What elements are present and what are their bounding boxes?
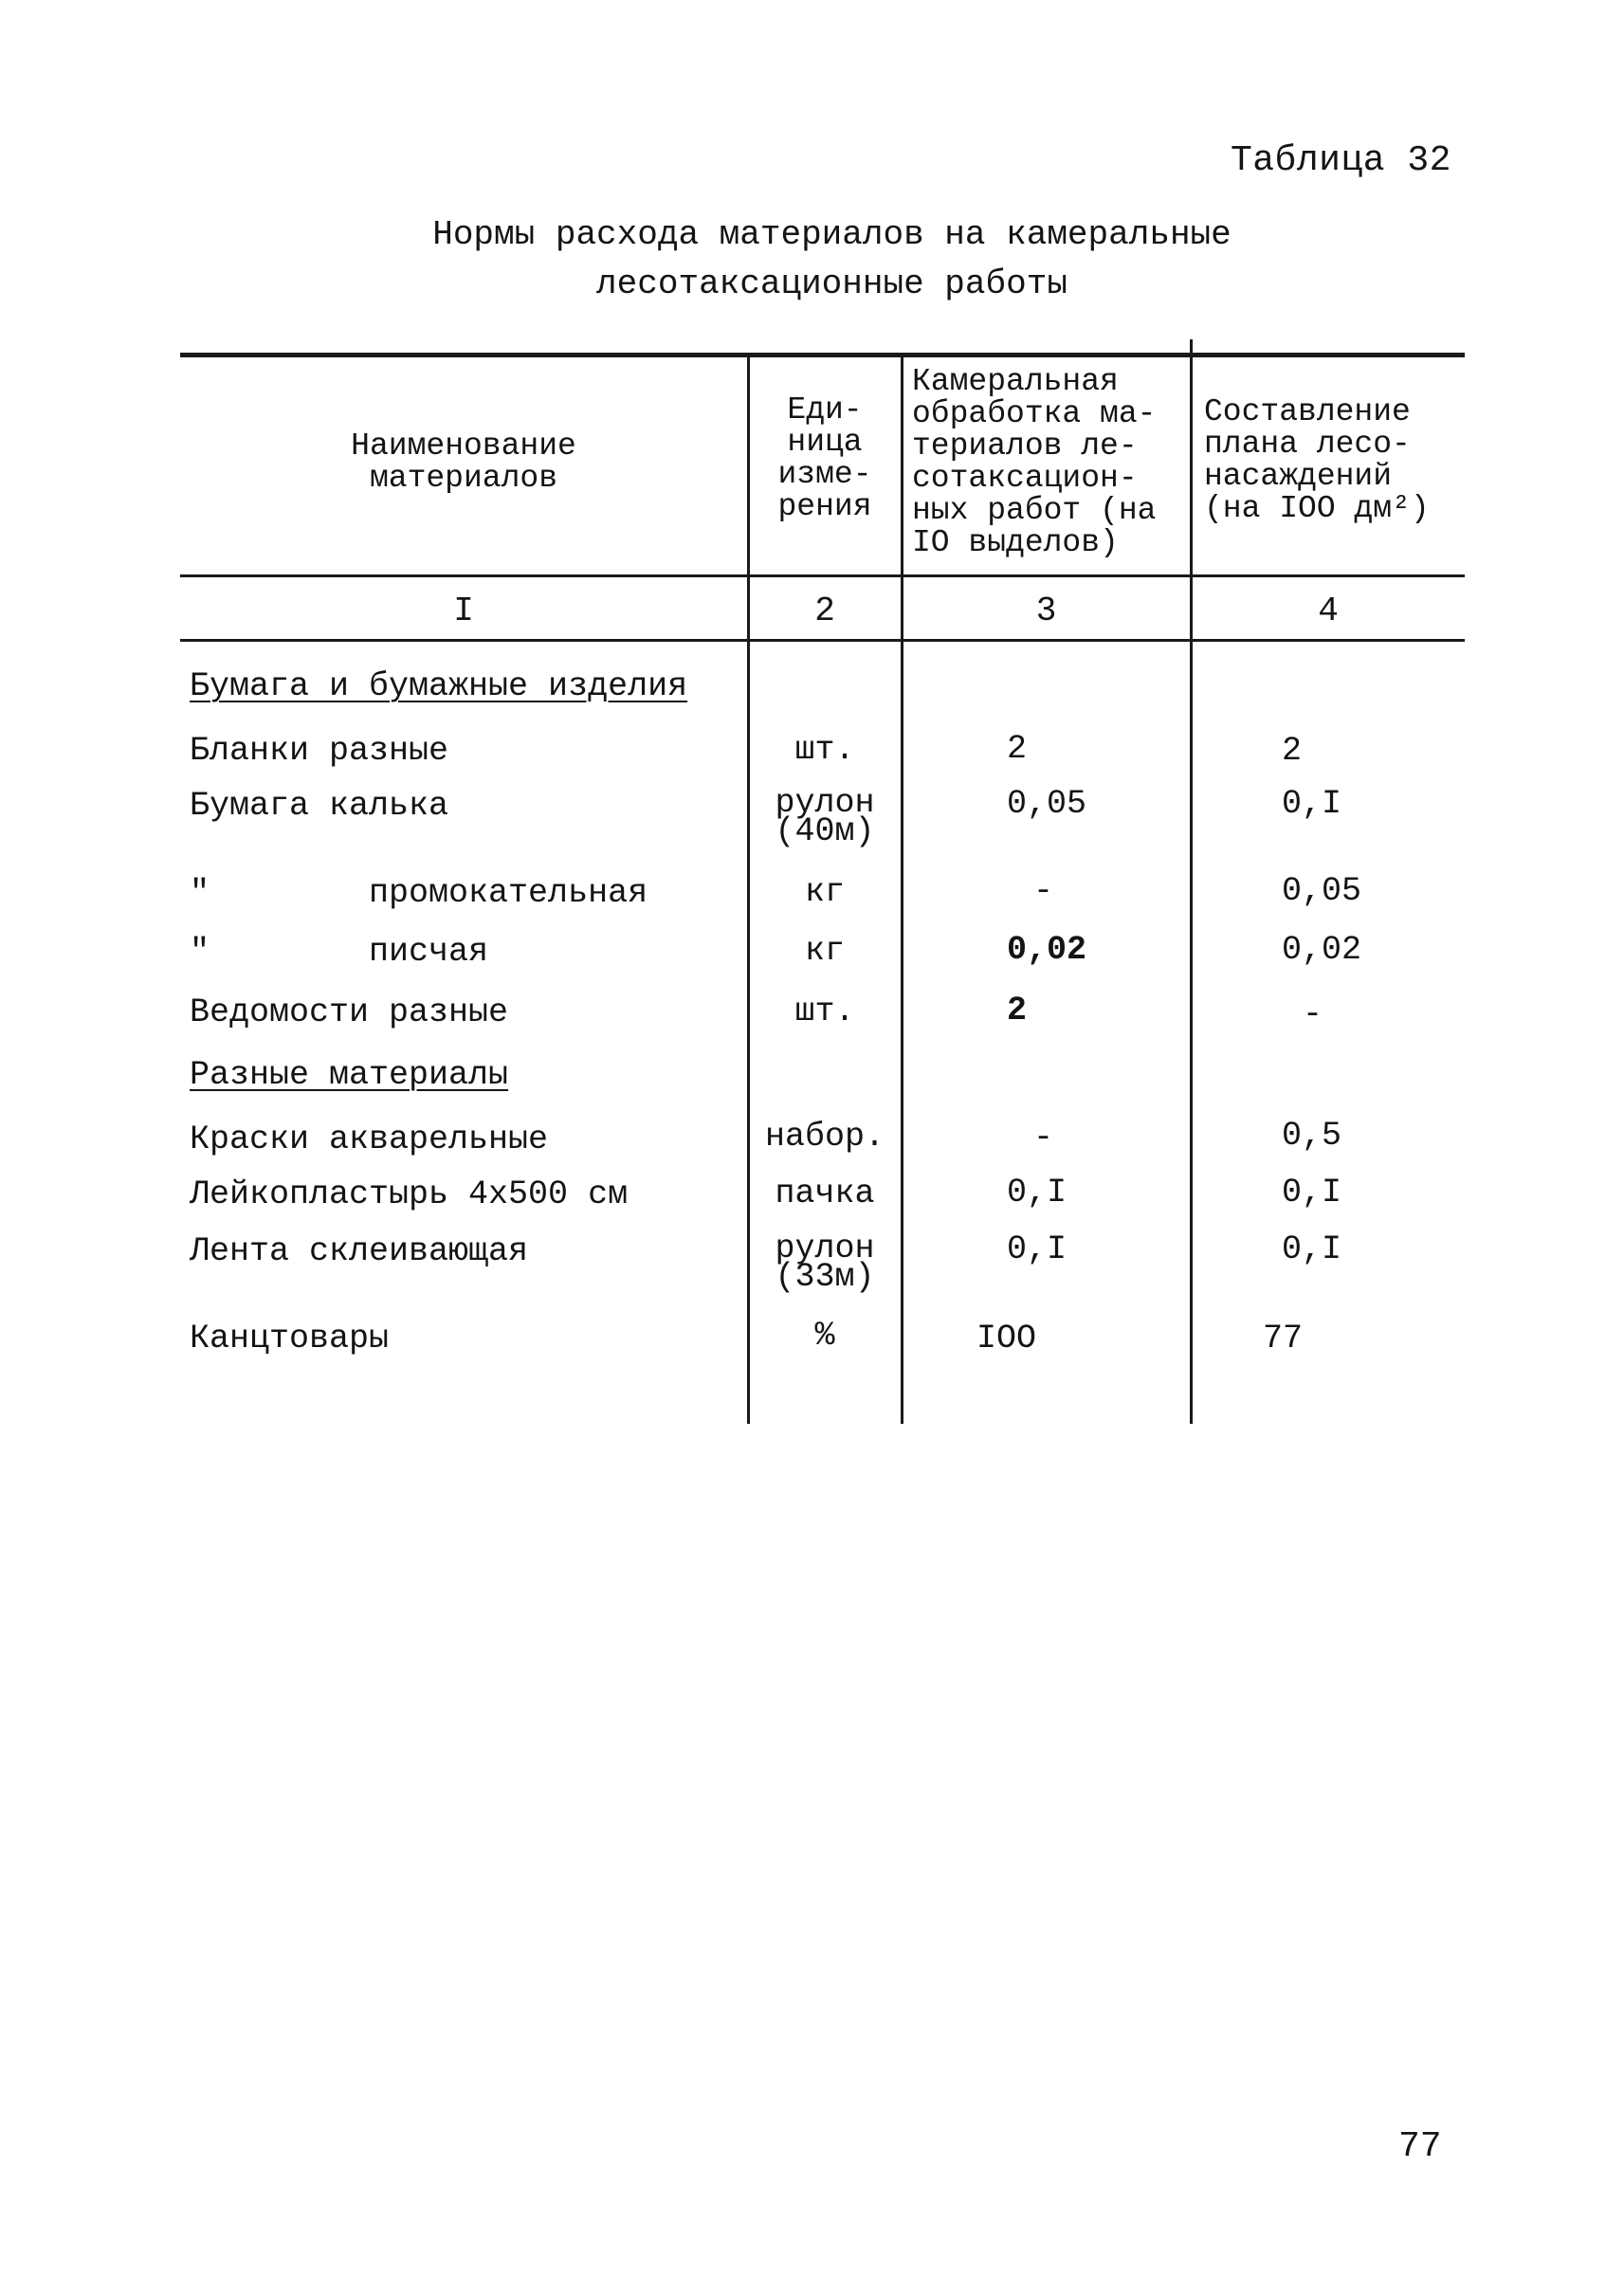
row-unit: шт. <box>794 993 855 1030</box>
column-divider-2 <box>901 353 903 1424</box>
row-value-col4: 0,I <box>1282 1230 1342 1268</box>
row-unit: % <box>814 1317 835 1355</box>
row-unit: рулон (40м) <box>775 784 875 850</box>
row-unit: набор. <box>764 1118 885 1156</box>
column-numbers-bottom-rule <box>180 639 1465 642</box>
row-value-col4: 0,02 <box>1282 931 1362 969</box>
column-number-3: 3 <box>1035 592 1057 630</box>
table-top-rule <box>180 353 1465 357</box>
row-value-col3: 0,I <box>1007 1174 1067 1211</box>
row-value-col4: 2 <box>1282 732 1303 770</box>
row-value-col3: 2 <box>1007 730 1028 768</box>
row-value-col3: - <box>1033 872 1054 910</box>
table-title <box>246 210 1417 309</box>
row-value-col3: 0,I <box>1007 1230 1067 1268</box>
table-label: Таблица 32 <box>1230 140 1451 181</box>
row-value-col4: 0,5 <box>1282 1117 1342 1155</box>
header-name: Наименование материалов <box>351 428 576 496</box>
row-name: Бланки разные <box>190 732 449 770</box>
row-value-col4: - <box>1303 995 1323 1033</box>
row-value-col4: 0,I <box>1282 785 1342 823</box>
section-title-paper: Бумага и бумажные изделия <box>190 667 688 705</box>
page-number: 77 <box>1398 2126 1442 2167</box>
column-number-2: 2 <box>814 592 835 630</box>
row-name: Краски акварельные <box>190 1120 549 1158</box>
row-name: Ведомости разные <box>190 993 509 1031</box>
materials-table <box>180 353 1465 1424</box>
header-unit: Еди- ница изме- рения <box>777 392 872 524</box>
row-value-col4: 77 <box>1263 1320 1304 1357</box>
title-line-1: Нормы расхода материалов на камеральные <box>432 215 1232 254</box>
row-value-col3: - <box>1033 1119 1054 1157</box>
row-unit: кг <box>804 873 845 911</box>
row-unit: пачка <box>775 1175 875 1212</box>
header-processing: Камеральная обработка ма- териалов ле- сотаксацион- ных работ (на IO выделов) <box>912 364 1157 560</box>
header-plan: Составление плана лесо- насаждений (на IOO дм²) <box>1204 394 1430 526</box>
column-number-4: 4 <box>1318 592 1339 630</box>
row-value-col3: IOO <box>976 1320 1037 1357</box>
row-name: Бумага калька <box>190 787 449 825</box>
row-name: Лента склеивающая <box>190 1232 529 1270</box>
column-number-1: I <box>453 592 474 630</box>
row-unit: рулон (33м) <box>775 1229 875 1296</box>
row-unit: шт. <box>794 731 855 769</box>
row-value-col3: 2 <box>1007 992 1028 1029</box>
row-value-col3: 0,05 <box>1007 785 1087 823</box>
row-unit: кг <box>804 932 845 970</box>
row-name: " промокательная <box>190 874 648 912</box>
row-value-col4: 0,I <box>1282 1174 1342 1211</box>
header-bottom-rule <box>180 574 1465 577</box>
section-title-misc: Разные материалы <box>190 1056 509 1094</box>
title-line-2: лесотаксационные работы <box>596 264 1067 303</box>
row-name: Канцтовары <box>190 1320 390 1357</box>
column-divider-3 <box>1190 339 1193 1424</box>
row-value-col3: 0,02 <box>1007 931 1087 969</box>
row-name: Лейкопластырь 4х500 см <box>190 1175 629 1213</box>
row-name: " писчая <box>190 933 489 971</box>
row-value-col4: 0,05 <box>1282 872 1362 910</box>
